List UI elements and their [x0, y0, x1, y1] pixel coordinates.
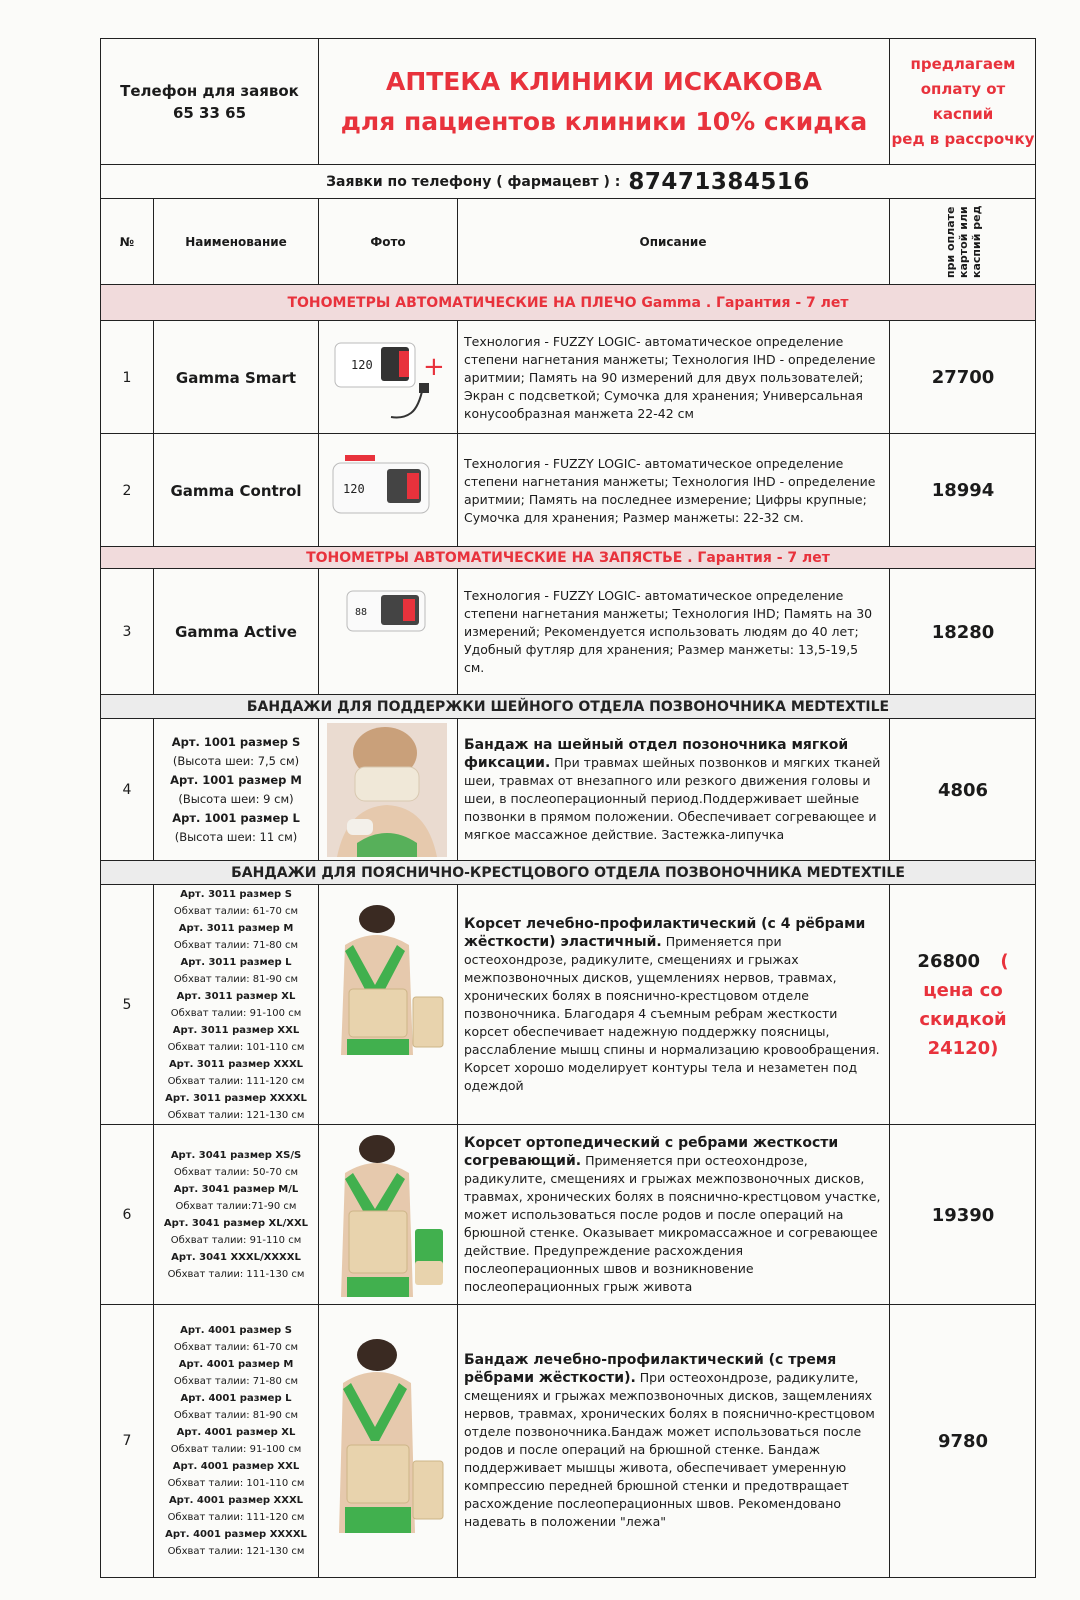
size-article: Арт. 4001 размер S — [180, 1325, 292, 1336]
size-article: Арт. 3041 размер XL/XXL — [163, 1218, 309, 1229]
size-detail: Обхват талии: 61-70 см — [173, 906, 299, 917]
product-text: При травмах шейных позвонков и мягких тканей шеи, травмах от внезапного или резкого движения головы и шеи, в послеоперационный период.Поддерживает шейные позвонки в прямом положении. Обеспечивает согревающее и мягкое массажное действие. Застежка-липучка — [464, 755, 881, 842]
page-title — [319, 39, 889, 165]
product-photo — [327, 329, 447, 425]
size-detail: Обхват талии: 61-70 см — [173, 1342, 299, 1353]
product-text: При остеохондрозе, радикулите, смещениях и грыжах межпозвоночных дисков, защемлениях нервов, травмах, хронических болях в пояснично-крестцовом отделе позвоночника.Бандаж может использоваться после родов и после операций на брюшной стенке. Бандаж поддерживает мышцы живота, обеспечивает умеренную компрессию передней брюшной стенки и предотвращает расхождение послеоперационных швов. Рекомендовано надевать в положении "лежа" — [464, 1370, 875, 1529]
col-no: № — [119, 235, 135, 249]
section-lumbar: БАНДАЖИ ДЛЯ ПОЯСНИЧНО-КРЕСТЦОВОГО ОТДЕЛА ПОЗВОНОЧНИКА MEDTEXTILE — [101, 861, 1035, 885]
col-price-label: при оплате картой или каспий ред — [943, 205, 983, 279]
row-no: 4 — [122, 782, 132, 798]
size-article: Арт. 3041 размер M/L — [173, 1184, 299, 1195]
price-note-open: ( — [1000, 951, 1009, 972]
price-list-table — [100, 38, 1036, 1578]
orders-phone — [101, 165, 1035, 199]
orders-number: 87471384516 — [628, 169, 810, 195]
phone-block — [101, 39, 318, 165]
size-detail: Обхват талии: 81-90 см — [173, 974, 299, 985]
product-description — [458, 1125, 888, 1305]
row-no: 7 — [122, 1433, 132, 1449]
size-article: Арт. 4001 размер M — [178, 1359, 294, 1370]
product-name: Gamma Active — [175, 623, 297, 641]
size-article: Арт. 4001 размер XL — [176, 1427, 296, 1438]
size-article: Арт. 3011 размер L — [180, 957, 292, 968]
size-detail: Обхват талии: 91-100 см — [170, 1444, 302, 1455]
product-photo — [327, 1335, 449, 1555]
product-text: Применяется при остеохондрозе, радикулите, смещениях и грыжах межпозвоночных дисков, травмах, хронических болях в пояснично-крестцовом участке, может использоваться после родов и после операций на брюшной стенке. Оказывает микромассажное и согревающее действие. Предупреждение расхождения послеоперационных швов и возникновение послеоперационных грыж живота — [464, 1153, 881, 1294]
size-article: Арт. 4001 размер XXXL — [168, 1495, 304, 1506]
price-note: скидкой — [919, 1009, 1007, 1030]
product-photo — [327, 441, 447, 537]
size-article: Арт. 4001 размер XXL — [172, 1461, 300, 1472]
product-title: Бандаж лечебно-профилактический (с тремя рёбрами жёсткости). — [464, 1352, 837, 1386]
size-article: Арт. 4001 размер L — [180, 1393, 292, 1404]
size-detail: Обхват талии: 50-70 см — [173, 1167, 299, 1178]
section-neck: БАНДАЖИ ДЛЯ ПОДДЕРЖКИ ШЕЙНОГО ОТДЕЛА ПОЗВОНОЧНИКА MEDTEXTILE — [101, 695, 1035, 719]
size-article: Арт. 3011 размер M — [178, 923, 294, 934]
product-description: Технология - FUZZY LOGIC- автоматическое определение степени нагнетания манжеты; Технология IHD; Память на 30 измерений; Рекомендуется использовать людям до 40 лет; Удобный футляр для хранения; Размер манжеты: 13,5-19,5 см. — [464, 588, 873, 675]
svg-text:120: 120 — [343, 482, 365, 496]
product-title: Корсет лечебно-профилактический (с 4 рёбрами жёсткости) эластичный. — [464, 916, 866, 950]
size-detail: Обхват талии: 91-100 см — [170, 1008, 302, 1019]
product-photo — [327, 723, 447, 857]
size-detail: Обхват талии: 101-110 см — [167, 1478, 305, 1489]
size-article: Арт. 1001 размер L — [172, 811, 300, 825]
row-no: 5 — [122, 997, 132, 1013]
product-title: Корсет ортопедический с ребрами жесткости согревающий. — [464, 1135, 839, 1169]
product-price: 18280 — [931, 621, 995, 643]
col-description: Описание — [639, 235, 707, 249]
title-line-1: АПТЕКА КЛИНИКИ ИСКАКОВА — [385, 67, 823, 96]
size-detail: Обхват талии: 121-130 см — [167, 1110, 305, 1121]
product-text: Применяется при остеохондрозе, радикулите, смещениях и грыжах межпозвоночных дисков, ущемлениях нервов, травмах, хронических болях в пояснично-крестцовом отделе позвоночника. Благодаря 4 съемным ребрам жесткости корсет обеспечивает надежную поддержку поясницы, расслабление мышц спины и нормализацию кровообращения. Корсет хорошо моделирует контуры тела и незаметен под одеждой — [464, 934, 880, 1093]
product-price: 18994 — [931, 480, 995, 501]
product-title: Бандаж на шейный отдел позоночника мягкой фиксации. — [464, 737, 849, 771]
row-no: 6 — [122, 1207, 132, 1223]
orders-label: Заявки по телефону ( фармацевт ) : — [326, 174, 621, 190]
size-detail: Обхват талии: 71-80 см — [173, 940, 299, 951]
size-detail: Обхват талии: 111-120 см — [167, 1512, 305, 1523]
size-article: Арт. 3011 размер XXXXL — [165, 1093, 307, 1104]
svg-text:88: 88 — [355, 607, 368, 618]
size-article: Арт. 4001 размер XXXXL — [165, 1529, 307, 1540]
product-description — [458, 885, 888, 1125]
phone-label: Телефон для заявок — [120, 82, 299, 100]
svg-text:+: + — [423, 352, 445, 382]
size-detail: Обхват талии:71-90 см — [175, 1201, 297, 1212]
title-line-2: для пациентов клиники 10% скидка — [340, 107, 868, 136]
product-photo — [337, 579, 437, 649]
phone-number: 65 33 65 — [172, 104, 247, 122]
promo-block — [890, 39, 1036, 165]
product-description: Технология - FUZZY LOGIC- автоматическое определение степени нагнетания манжеты; Технология IHD - определение аритмии; Память на 90 измерений для двух пользователей; Экран с подсветкой; Сумочка для хранения; Универсальная конусообразная манжета 22-42 см — [464, 333, 876, 421]
size-list — [154, 1125, 318, 1305]
size-article: Арт. 3011 размер XXXL — [168, 1059, 304, 1070]
col-name: Наименование — [185, 235, 287, 249]
size-detail: (Высота шеи: 9 см) — [178, 792, 294, 806]
product-photo — [327, 1133, 449, 1297]
size-article: Арт. 3011 размер S — [180, 889, 292, 900]
size-article: Арт. 3041 XXXL/XXXXL — [171, 1252, 301, 1263]
section-wrist: ТОНОМЕТРЫ АВТОМАТИЧЕСКИЕ НА ЗАПЯСТЬЕ . Гарантия - 7 лет — [101, 547, 1035, 569]
product-price: 9780 — [937, 1430, 989, 1452]
product-price: 26800 — [917, 951, 981, 972]
product-description — [458, 1305, 888, 1577]
size-article: Арт. 3041 размер XS/S — [170, 1150, 302, 1161]
price-note: цена со — [923, 980, 1003, 1001]
size-detail: (Высота шеи: 11 см) — [174, 830, 298, 844]
size-detail: Обхват талии: 111-130 см — [167, 1269, 305, 1280]
size-detail: Обхват талии: 71-80 см — [173, 1376, 299, 1387]
row-no: 2 — [122, 482, 132, 499]
col-photo: Фото — [370, 235, 406, 249]
product-price-block — [890, 885, 1036, 1125]
size-detail: Обхват талии: 121-130 см — [167, 1546, 305, 1557]
size-detail: (Высота шеи: 7,5 см) — [172, 754, 300, 768]
product-photo — [327, 905, 449, 1055]
promo-line-1: предлагаем — [910, 55, 1016, 73]
discount-price: 24120) — [927, 1038, 999, 1059]
product-price: 19390 — [931, 1204, 995, 1226]
product-description — [458, 719, 888, 861]
size-list — [154, 719, 318, 861]
size-list — [154, 885, 318, 1125]
product-name: Gamma Control — [170, 481, 302, 500]
product-price: 27700 — [931, 367, 995, 388]
row-no: 1 — [122, 369, 132, 386]
product-name: Gamma Smart — [175, 368, 297, 387]
svg-text:120: 120 — [351, 358, 373, 372]
section-upper-arm: ТОНОМЕТРЫ АВТОМАТИЧЕСКИЕ НА ПЛЕЧО Gamma . Гарантия - 7 лет — [101, 285, 1035, 321]
size-article: Арт. 1001 размер S — [171, 735, 301, 749]
size-article: Арт. 3011 размер XL — [176, 991, 296, 1002]
product-description: Технология - FUZZY LOGIC- автоматическое определение степени нагнетания манжеты; Технология IHD - определение аритмии; Память на последнее измерение; Цифры крупные; Сумочка для хранения; Размер манжеты: 22-32 см. — [464, 455, 876, 525]
product-price: 4806 — [937, 779, 989, 801]
size-article: Арт. 1001 размер M — [170, 773, 302, 787]
size-detail: Обхват талии: 101-110 см — [167, 1042, 305, 1053]
size-detail: Обхват талии: 111-120 см — [167, 1076, 305, 1087]
size-detail: Обхват талии: 91-110 см — [170, 1235, 302, 1246]
size-detail: Обхват талии: 81-90 см — [173, 1410, 299, 1421]
promo-line-3: ред в рассрочку — [891, 130, 1035, 148]
promo-line-2: оплату от каспий — [920, 80, 1006, 123]
size-article: Арт. 3011 размер XXL — [172, 1025, 300, 1036]
size-list — [154, 1305, 318, 1577]
row-no: 3 — [122, 624, 132, 640]
col-price — [890, 199, 1036, 285]
